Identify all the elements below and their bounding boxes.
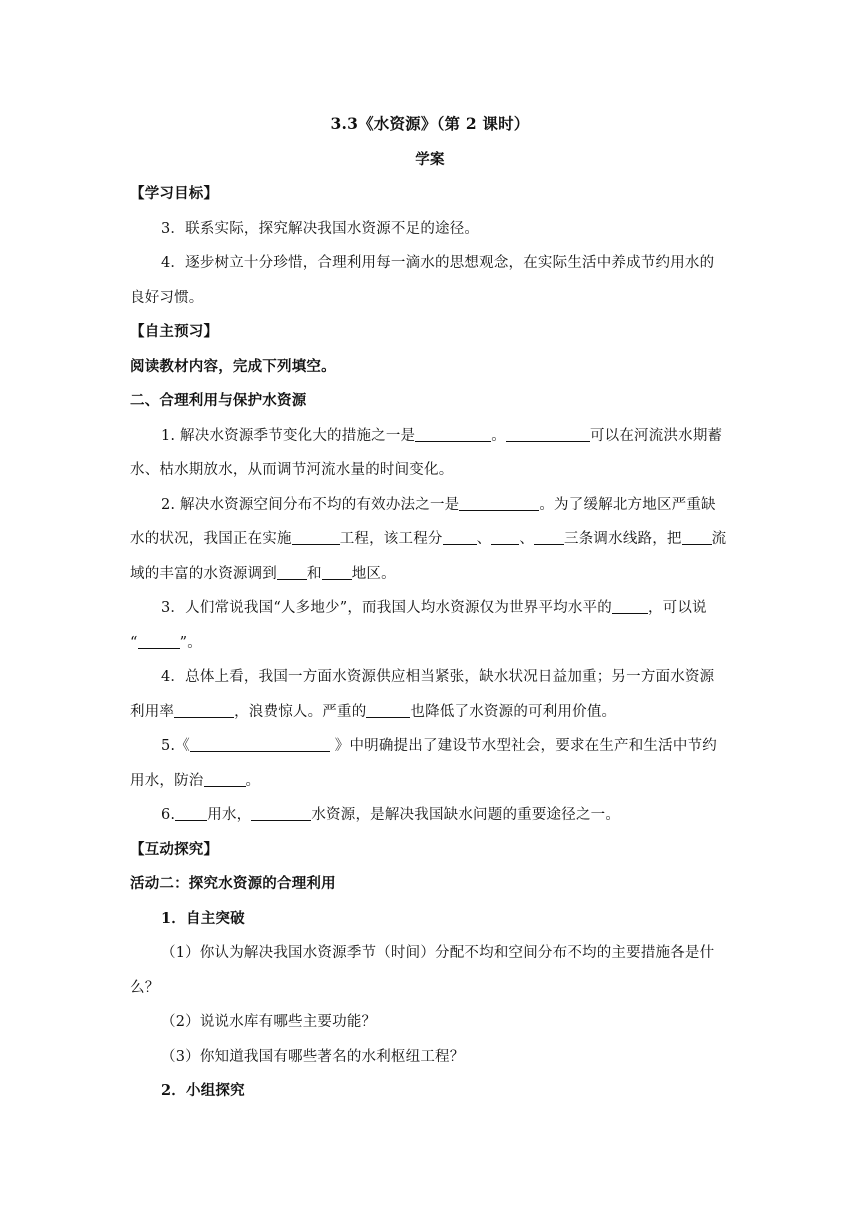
- preview-instruction: 阅读教材内容，完成下列填空。: [130, 358, 336, 375]
- blank-target-region-1[interactable]: [277, 565, 307, 580]
- page-title: 3.3《水资源》（第 2 课时）: [330, 114, 530, 133]
- blank-project-name[interactable]: [292, 530, 340, 545]
- blank-law-name[interactable]: [190, 737, 330, 752]
- question-1-line-2: 水、枯水期放水，从而调节河流水量的时间变化。: [130, 462, 454, 478]
- question-5-line-2: 用水，防治 。: [130, 773, 261, 789]
- question-6-line-1: 6. 用水， 水资源，是解决我国缺水问题的重要途径之一。: [161, 807, 621, 823]
- section-heading-interactive: 【互动探究】: [130, 841, 219, 858]
- question-2-line-3: 域的丰富的水资源调到 和 地区。: [130, 566, 396, 582]
- activity-two-heading: 活动二：探究水资源的合理利用: [130, 875, 336, 892]
- blank-target-region-2[interactable]: [322, 565, 352, 580]
- blank-conserve[interactable]: [175, 806, 207, 821]
- part-two-heading: 二、合理利用与保护水资源: [130, 392, 307, 409]
- blank-saying[interactable]: [138, 634, 180, 649]
- blank-prevent[interactable]: [204, 772, 246, 787]
- page-subtitle: 学案: [415, 151, 445, 168]
- ask-1-line-1: （1）你认为解决我国水资源季节（时间）分配不均和空间分布不均的主要措施各是什: [161, 945, 715, 961]
- blank-per-capita-ratio[interactable]: [612, 599, 648, 614]
- question-3-line-2: “ ”。: [130, 635, 202, 651]
- question-2-line-2: 水的状况，我国正在实施 工程，该工程分 、 、 三条调水线路，把 流: [130, 531, 727, 547]
- goal-4-line-1: 4．逐步树立十分珍惜，合理利用每一滴水的思想观念，在实际生活中养成节约用水的: [161, 255, 715, 271]
- section-heading-goals: 【学习目标】: [130, 185, 219, 202]
- blank-route-2[interactable]: [491, 530, 519, 545]
- question-5-line-1: 5.《 》中明确提出了建设节水型社会，要求在生产和生活中节约: [161, 738, 717, 754]
- question-4-line-1: 4．总体上看，我国一方面水资源供应相当紧张，缺水状况日益加重；另一方面水资源: [161, 669, 715, 685]
- section-heading-preview: 【自主预习】: [130, 323, 219, 340]
- question-3-line-1: 3．人们常说我国“人多地少”，而我国人均水资源仅为世界平均水平的 ，可以说: [161, 600, 707, 616]
- ask-2: （2）说说水库有哪些主要功能？: [161, 1014, 377, 1030]
- ask-1-line-2: 么？: [130, 980, 160, 996]
- question-1-line-1: 1. 解决水资源季节变化大的措施之一是 。 可以在河流洪水期蓄: [161, 428, 723, 444]
- blank-reservoir-measure[interactable]: [415, 427, 491, 442]
- ask-3: （3）你知道我国有哪些著名的水利枢纽工程？: [161, 1049, 465, 1065]
- goal-3: 3．联系实际，探究解决我国水资源不足的途径。: [161, 221, 480, 237]
- step-2-heading: 2．小组探究: [161, 1082, 245, 1099]
- blank-spatial-measure[interactable]: [459, 496, 539, 511]
- goal-4-line-2: 良好习惯。: [130, 290, 204, 306]
- blank-pollution[interactable]: [366, 703, 410, 718]
- question-4-line-2: 利用率 ，浪费惊人。严重的 也降低了水资源的可利用价值。: [130, 704, 617, 720]
- step-1-heading: 1．自主突破: [161, 910, 245, 927]
- blank-source-basin[interactable]: [682, 530, 712, 545]
- blank-route-3[interactable]: [534, 530, 564, 545]
- blank-facility[interactable]: [506, 427, 590, 442]
- blank-protect[interactable]: [251, 806, 311, 821]
- question-2-line-1: 2. 解决水资源空间分布不均的有效办法之一是 。为了缓解北方地区严重缺: [161, 497, 716, 513]
- blank-route-1[interactable]: [443, 530, 477, 545]
- blank-usage-rate[interactable]: [174, 703, 234, 718]
